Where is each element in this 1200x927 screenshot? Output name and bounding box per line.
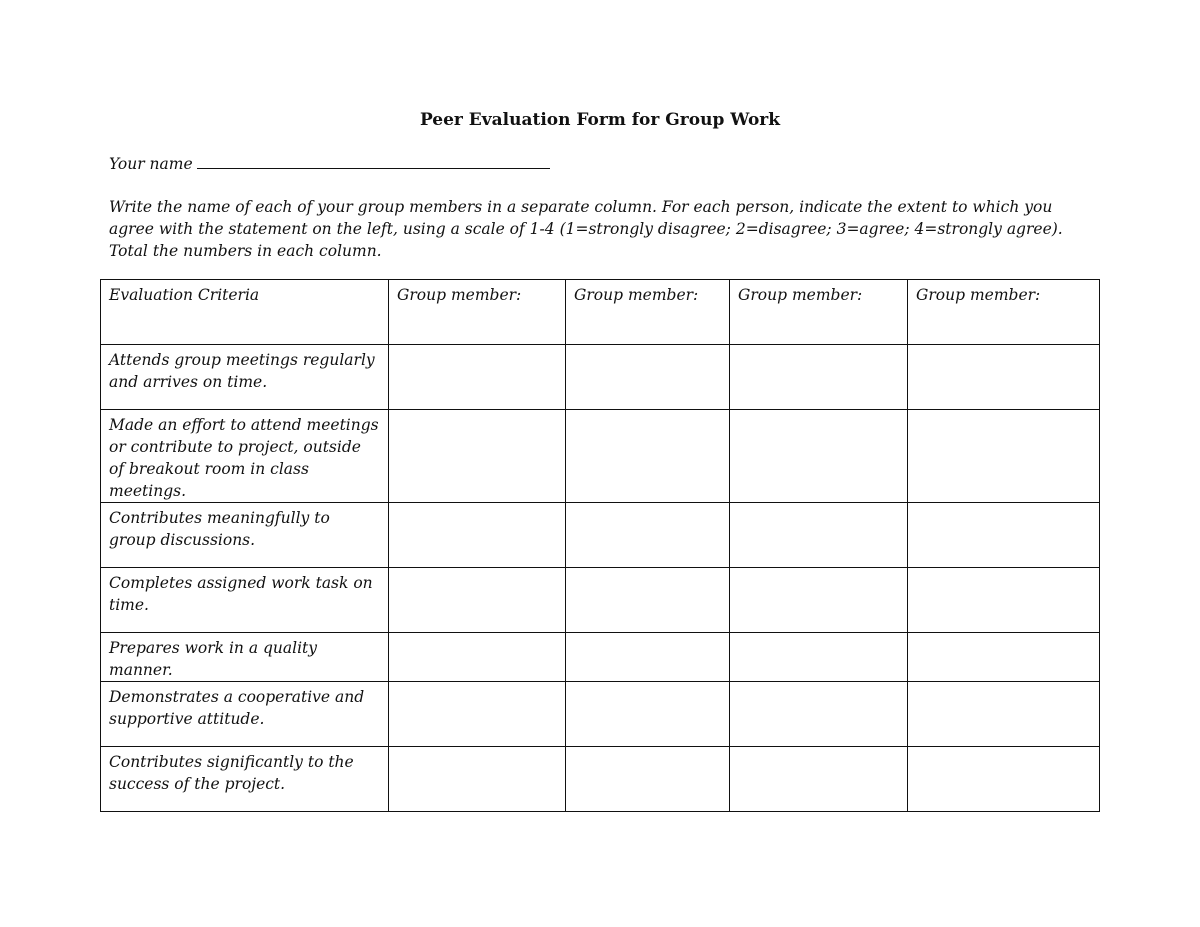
name-blank-line[interactable] — [197, 154, 550, 169]
header-group-member-3[interactable]: Group member: — [730, 280, 908, 345]
score-cell[interactable] — [730, 503, 908, 568]
score-cell[interactable] — [908, 503, 1100, 568]
table-row — [101, 747, 1100, 812]
score-cell[interactable] — [389, 410, 566, 503]
criterion-cell: Attends group meetings regularly and arrives on time. — [101, 345, 389, 410]
header-group-member-1[interactable]: Group member: — [389, 280, 566, 345]
instructions-text: Write the name of each of your group members in a separate column. For each person, indicate the extent to which you agree with the statement on the left, using a scale of 1-4 (1=strongly disagree; 2=disagree; 3=agree; 4=strongly agree). Total the numbers in each column. — [109, 198, 1063, 260]
header-criteria: Evaluation Criteria — [101, 280, 389, 345]
name-label: Your name — [109, 155, 193, 173]
criterion-cell: Contributes significantly to the success of the project. — [101, 747, 389, 812]
score-cell[interactable] — [389, 568, 566, 633]
score-cell[interactable] — [908, 410, 1100, 503]
score-cell[interactable] — [908, 568, 1100, 633]
header-group-member-4[interactable]: Group member: — [908, 280, 1100, 345]
criterion-cell: Contributes meaningfully to group discussions. — [101, 503, 389, 568]
evaluation-table — [100, 279, 1100, 812]
criterion-cell: Made an effort to attend meetings or contribute to project, outside of breakout room in class meetings. — [101, 410, 389, 503]
score-cell[interactable] — [730, 410, 908, 503]
header-group-member-2[interactable]: Group member: — [566, 280, 730, 345]
score-cell[interactable] — [389, 682, 566, 747]
score-cell[interactable] — [566, 633, 730, 682]
table-row — [101, 410, 1100, 503]
score-cell[interactable] — [389, 345, 566, 410]
score-cell[interactable] — [908, 747, 1100, 812]
score-cell[interactable] — [566, 682, 730, 747]
form-title: Peer Evaluation Form for Group Work — [419, 110, 781, 130]
score-cell[interactable] — [389, 747, 566, 812]
table-header-row — [101, 280, 1100, 345]
score-cell[interactable] — [566, 568, 730, 633]
score-cell[interactable] — [566, 747, 730, 812]
criterion-cell: Demonstrates a cooperative and supportive attitude. — [101, 682, 389, 747]
score-cell[interactable] — [908, 682, 1100, 747]
criterion-cell: Completes assigned work task on time. — [101, 568, 389, 633]
score-cell[interactable] — [730, 633, 908, 682]
score-cell[interactable] — [566, 410, 730, 503]
table-row — [101, 568, 1100, 633]
score-cell[interactable] — [730, 682, 908, 747]
table-row — [101, 682, 1100, 747]
table-row — [101, 345, 1100, 410]
score-cell[interactable] — [389, 503, 566, 568]
name-field-row — [109, 154, 550, 173]
table-row — [101, 633, 1100, 682]
score-cell[interactable] — [730, 568, 908, 633]
score-cell[interactable] — [908, 633, 1100, 682]
score-cell[interactable] — [389, 633, 566, 682]
criterion-cell: Prepares work in a quality manner. — [101, 633, 389, 682]
table-row — [101, 503, 1100, 568]
score-cell[interactable] — [566, 503, 730, 568]
score-cell[interactable] — [566, 345, 730, 410]
score-cell[interactable] — [730, 747, 908, 812]
score-cell[interactable] — [908, 345, 1100, 410]
score-cell[interactable] — [730, 345, 908, 410]
